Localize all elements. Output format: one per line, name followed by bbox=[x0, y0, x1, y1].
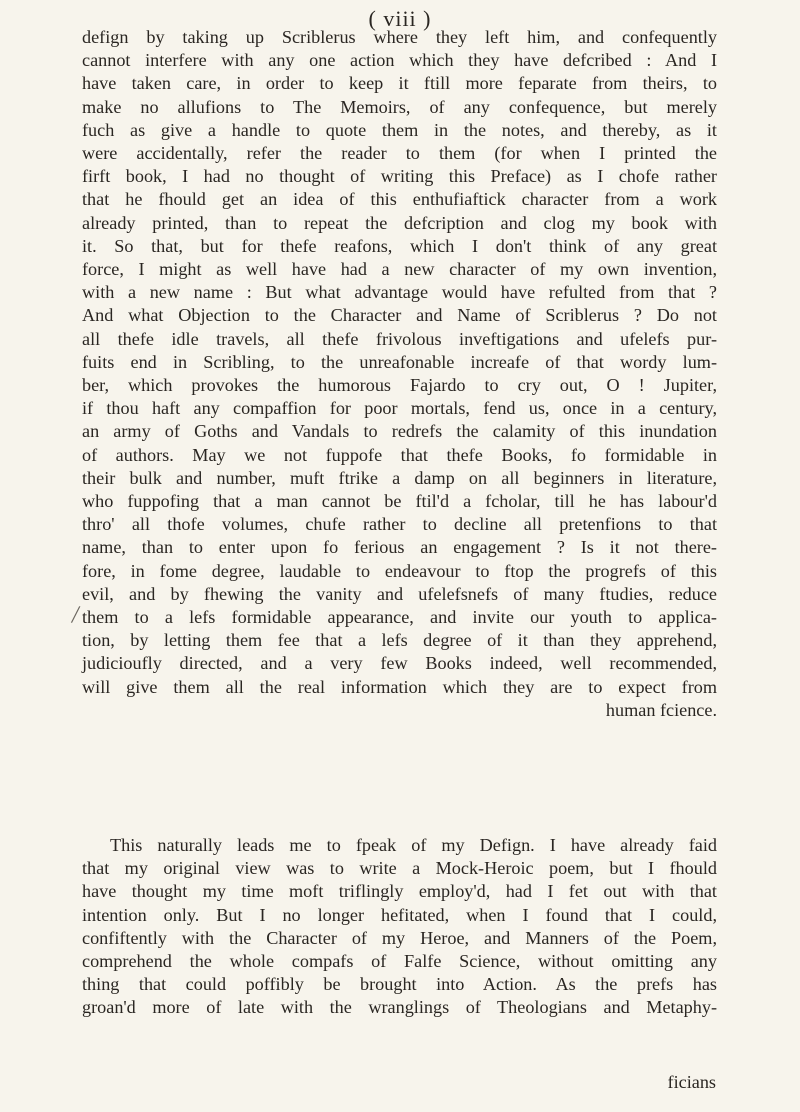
text-line: tion, by letting them fee that a lefs degree of it than they apprehend, bbox=[82, 630, 717, 651]
text-line: confiftently with the Character of my Heroe, and Manners of the Poem, bbox=[82, 927, 717, 948]
text-line: cannot interfere with any one action which they have defcribed : And I bbox=[82, 50, 717, 71]
text-line: And what Objection to the Character and Name of Scriblerus ? Do not bbox=[82, 305, 717, 326]
text-line: thing that could poffibly be brought into Action. As the prefs has bbox=[82, 974, 717, 995]
page-number: ( viii ) bbox=[368, 6, 432, 31]
paragraph-1 bbox=[82, 26, 717, 722]
text-line: have taken care, in order to keep it ftill more feparate from theirs, to bbox=[82, 73, 717, 94]
paragraph-2 bbox=[82, 834, 717, 1020]
text-line: human fcience. bbox=[605, 699, 717, 720]
text-line: of authors. May we not fuppofe that thefe Books, fo formidable in bbox=[82, 444, 717, 465]
text-line: them to a lefs formidable appearance, and invite our youth to applica- bbox=[82, 607, 717, 628]
text-line: ber, which provokes the humorous Fajardo to cry out, O ! Jupiter, bbox=[82, 375, 717, 396]
text-line: evil, and by fhewing the vanity and ufelefsnefs of many ftudies, reduce bbox=[82, 583, 717, 604]
catchword: ficians bbox=[667, 1072, 716, 1092]
text-line: all thefe idle travels, all thefe frivolous inveftigations and ufelefs pur- bbox=[82, 328, 717, 349]
text-line: defign by taking up Scriblerus where they left him, and confequently bbox=[82, 27, 717, 47]
text-line: with a new name : But what advantage would have refulted from that ? bbox=[82, 282, 717, 303]
text-line: have thought my time moft triflingly employ'd, had I fet out with that bbox=[82, 881, 717, 902]
text-line: who fuppofing that a man cannot be ftil'd a fcholar, till he has labour'd bbox=[82, 491, 717, 512]
text-line: This naturally leads me to fpeak of my Defign. I have already faid bbox=[110, 835, 717, 855]
margin-mark: / bbox=[70, 599, 82, 630]
text-line: firft book, I had no thought of writing this Preface) as I chofe rather bbox=[82, 166, 717, 187]
text-line: an army of Goths and Vandals to redrefs the calamity of this inundation bbox=[82, 421, 717, 442]
text-line: force, I might as well have had a new character of my own invention, bbox=[82, 259, 717, 280]
text-line: comprehend the whole compafs of Falfe Science, without omitting any bbox=[82, 951, 717, 972]
text-line: intention only. But I no longer hefitated, when I found that I could, bbox=[82, 904, 717, 925]
text-line: groan'd more of late with the wranglings of Theologians and Metaphy- bbox=[82, 997, 717, 1018]
text-line: that he fhould get an idea of this enthufiaftick character from a work bbox=[82, 189, 717, 210]
text-line: make no allufions to The Memoirs, of any confequence, but merely bbox=[82, 96, 717, 117]
text-line: fore, in fome degree, laudable to endeavour to ftop the progrefs of this bbox=[82, 560, 717, 581]
text-line: fuits end in Scribling, to the unreafonable increafe of that wordy lum- bbox=[82, 351, 717, 372]
text-line: already printed, than to repeat the defcription and clog my book with bbox=[82, 212, 717, 233]
text-line: if thou haft any compaffion for poor mortals, fend us, once in a century, bbox=[82, 398, 717, 419]
text-line: fuch as give a handle to quote them in the notes, and thereby, as it bbox=[82, 119, 717, 140]
text-line: will give them all the real information which they are to expect from bbox=[82, 676, 717, 697]
text-line: that my original view was to write a Mock-Heroic poem, but I fhould bbox=[82, 858, 717, 879]
text-line: were accidentally, refer the reader to them (for when I printed the bbox=[82, 143, 717, 164]
text-line: it. So that, but for thefe reafons, which I don't think of any great bbox=[82, 235, 717, 256]
text-line: judicioufly directed, and a very few Books indeed, well recommended, bbox=[82, 653, 717, 674]
text-line: thro' all thofe volumes, chufe rather to decline all pretenfions to that bbox=[82, 514, 717, 535]
text-line: their bulk and number, muft ftrike a damp on all beginners in literature, bbox=[82, 467, 717, 488]
text-line: name, than to enter upon fo ferious an engagement ? Is it not there- bbox=[82, 537, 717, 558]
